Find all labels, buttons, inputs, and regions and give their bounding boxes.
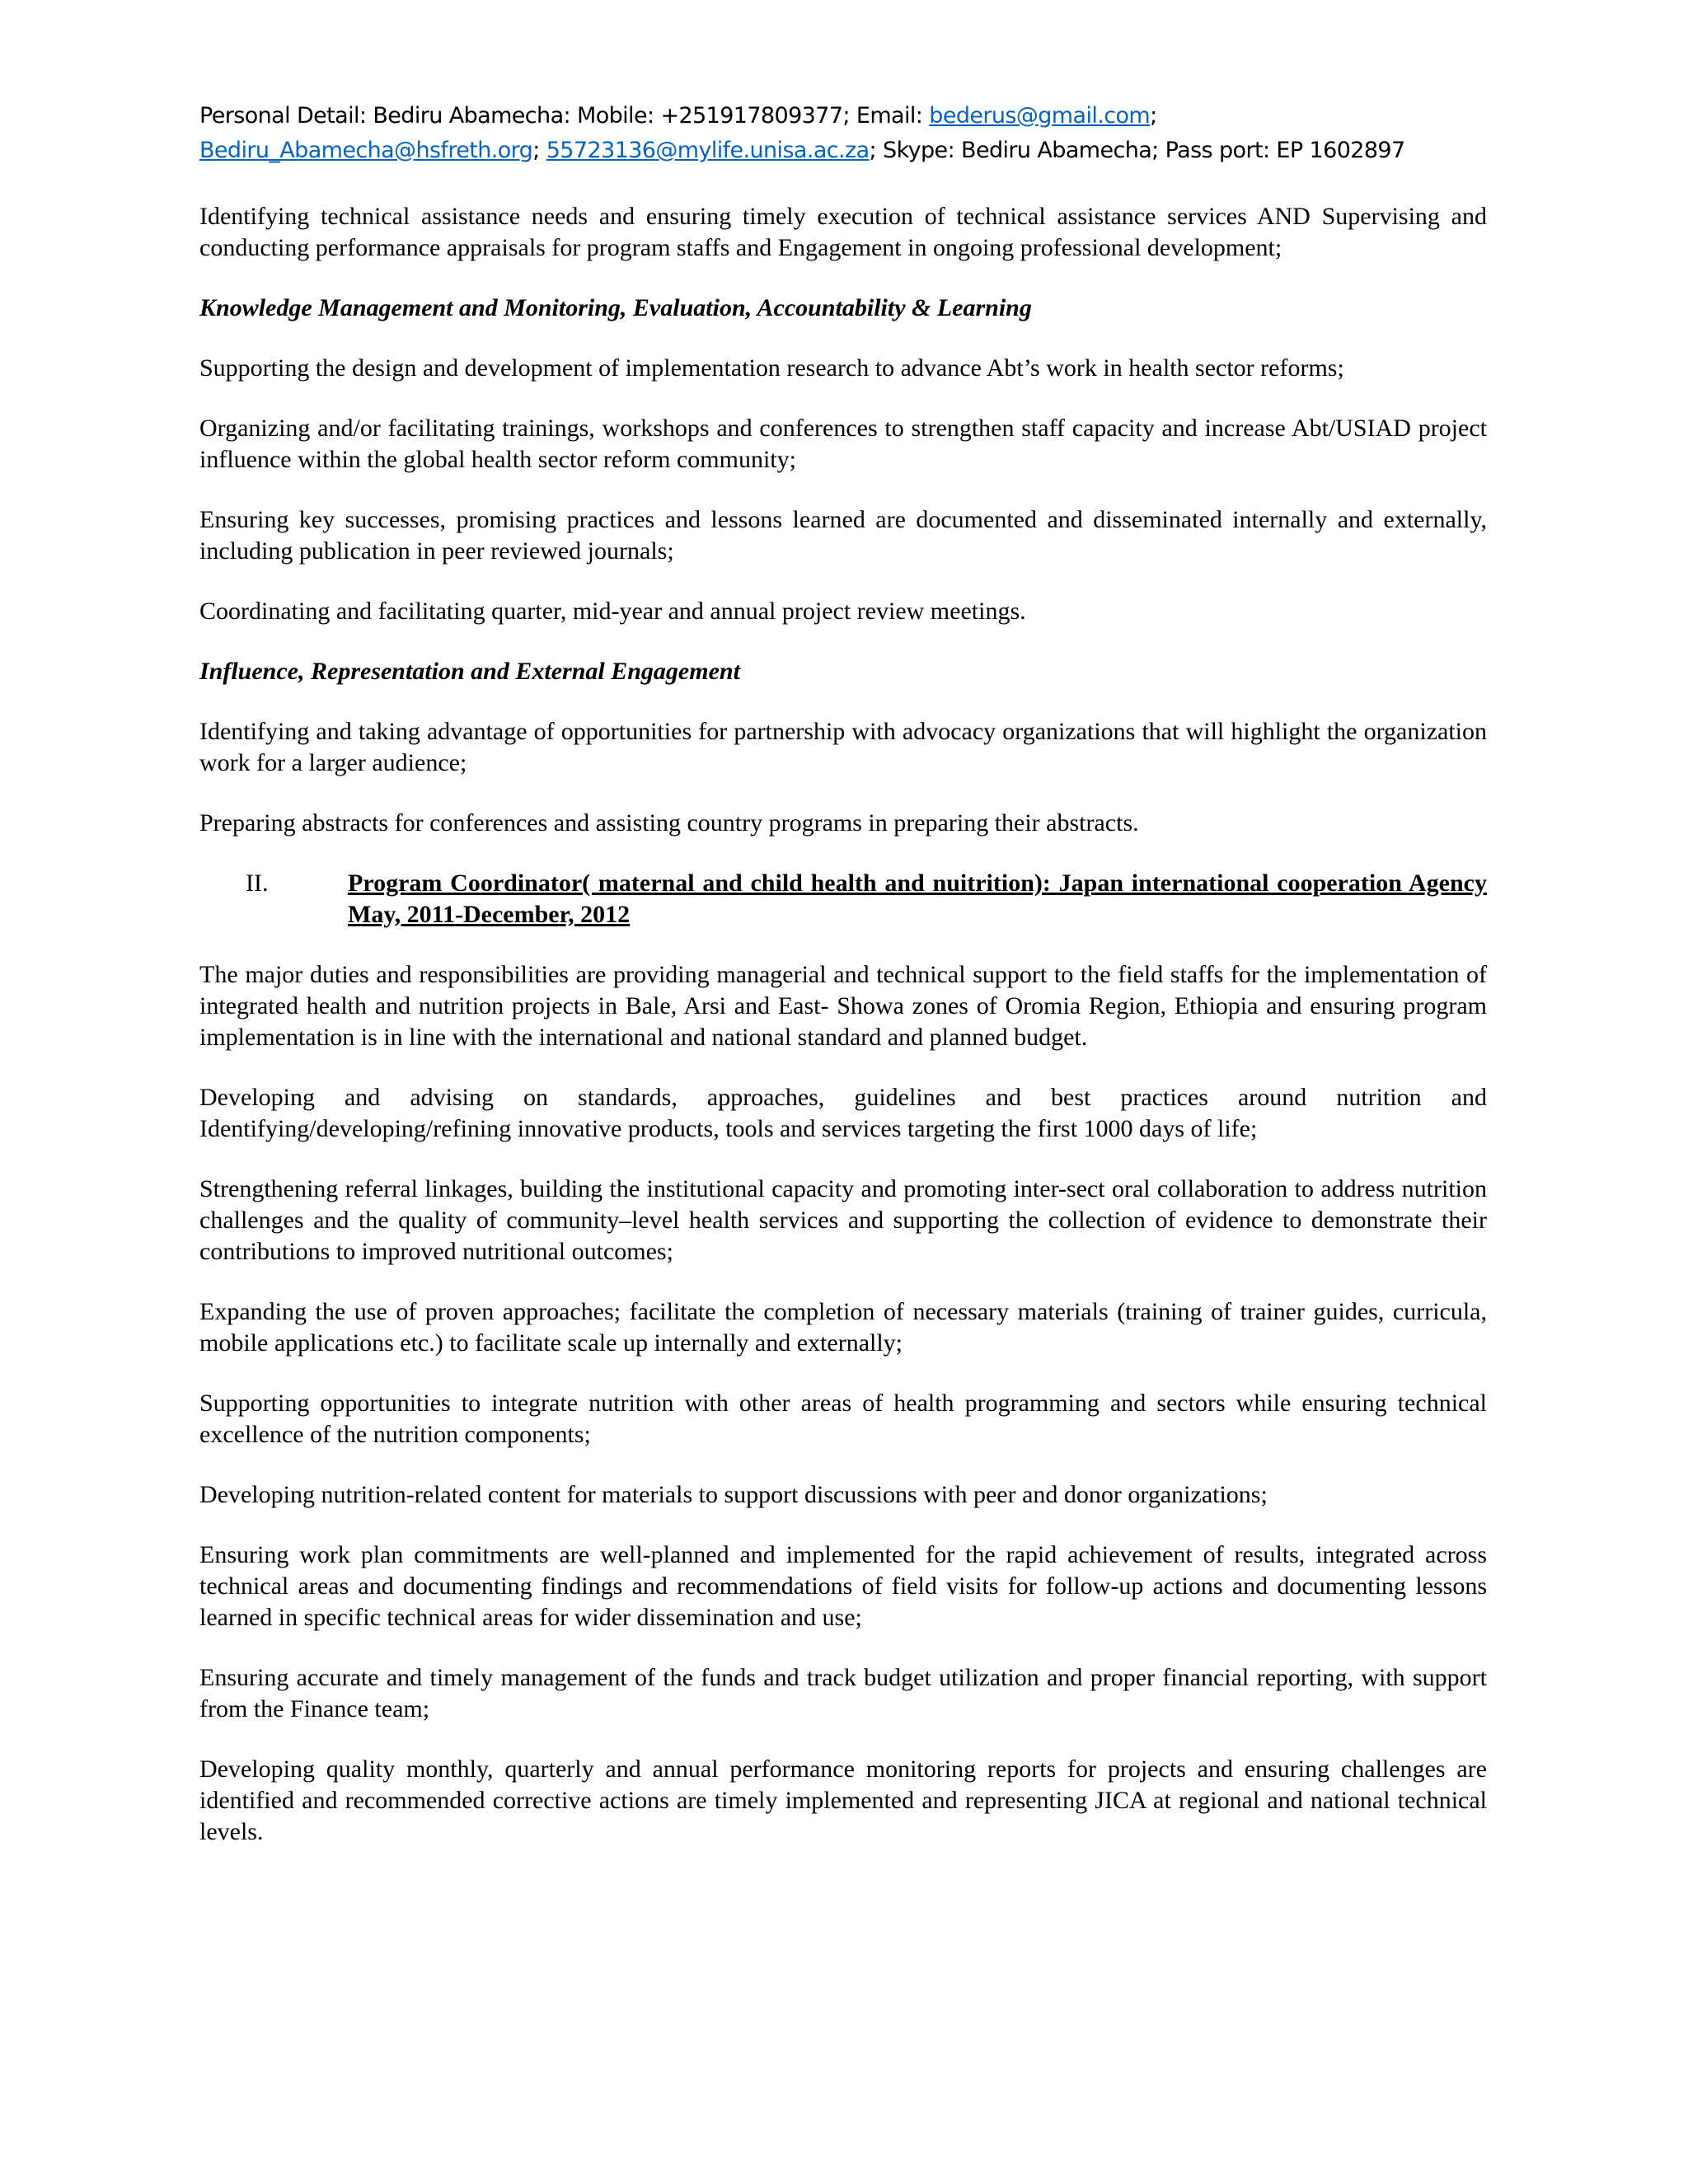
heading-knowledge-management: Knowledge Management and Monitoring, Evaluation, Accountability & Learning	[199, 294, 1032, 321]
header-contact-text: Personal Detail: Bediru Abamecha: Mobile: +251917809377; Email:	[199, 103, 930, 129]
paragraph-work-plan: Ensuring work plan commitments are well-planned and implemented for the rapid achievement of results, integrated across technical areas and documenting findings and recommendations of field visits for follow-up actions and documenting lessons learned in specific technical areas for wider dissemination and use;	[199, 1541, 1487, 1631]
paragraph-abstracts: Preparing abstracts for conferences and assisting country programs in preparing their abstracts.	[199, 809, 1139, 837]
section-heading-program-coordinator	[199, 868, 1487, 930]
heading-influence-representation: Influence, Representation and External Engagement	[199, 658, 740, 685]
paragraph-key-successes: Ensuring key successes, promising practices and lessons learned are documented and disseminated internally and externally, including publication in peer reviewed journals;	[199, 506, 1487, 565]
paragraph-standards: Developing and advising on standards, approaches, guidelines and best practices around nutrition and Identifying/developing/refining innovative products, tools and services targeting the first 1000 days of life;	[199, 1084, 1487, 1142]
personal-detail-header	[199, 99, 1502, 168]
email-link-gmail[interactable]: bederus@gmail.com	[929, 103, 1151, 129]
paragraph-proven-approaches: Expanding the use of proven approaches; facilitate the completion of necessary materials (training of trainer guides, curricula, mobile applications etc.) to facilitate scale up internally and externally;	[199, 1298, 1487, 1357]
header-separator: ;	[1150, 103, 1157, 129]
paragraph-review-meetings: Coordinating and facilitating quarter, mid-year and annual project review meetings.	[199, 598, 1026, 625]
email-link-unisa[interactable]: 55723136@mylife.unisa.ac.za	[546, 138, 870, 163]
paragraph-nutrition-content: Developing nutrition-related content for materials to support discussions with peer and donor organizations;	[199, 1481, 1268, 1508]
email-link-hsfreth[interactable]: Bediru_Abamecha@hsfreth.org	[199, 138, 533, 163]
paragraph-major-duties: The major duties and responsibilities are providing managerial and technical support to the field staffs for the implementation of integrated health and nutrition projects in Bale, Arsi and East- Showa zones of Oromia Region, Ethiopia and ensuring program implementation is in line with the international and national standard and planned budget.	[199, 961, 1487, 1051]
paragraph-referral-linkages: Strengthening referral linkages, building the institutional capacity and promoting inter-sect oral collaboration to address nutrition challenges and the quality of community–level health services and supporting the collection of evidence to demonstrate their contributions to improved nutritional outcomes;	[199, 1175, 1487, 1265]
section-number: II.	[246, 869, 269, 897]
paragraph-monitoring-reports: Developing quality monthly, quarterly and annual performance monitoring reports for projects and ensuring challenges are identified and recommended corrective actions are timely implemented and representing JICA at regional and national technical levels.	[199, 1755, 1487, 1845]
document-body	[199, 201, 1487, 1877]
header-line-2	[199, 134, 1502, 168]
paragraph-trainings: Organizing and/or facilitating trainings, workshops and conferences to strengthen staff capacity and increase Abt/USIAD project influence within the global health sector reform community;	[199, 415, 1487, 473]
paragraph-implementation-research: Supporting the design and development of implementation research to advance Abt’s work in health sector reforms;	[199, 354, 1344, 382]
section-title: Program Coordinator( maternal and child health and nuitrition): Japan international cooperation Agency May, 2011-December, 2012	[348, 869, 1487, 928]
header-skype-passport-text: ; Skype: Bediru Abamecha; Pass port: EP 1602897	[869, 138, 1405, 163]
paragraph-funds-management: Ensuring accurate and timely management of the funds and track budget utilization and proper financial reporting, with support from the Finance team;	[199, 1664, 1487, 1722]
header-separator: ;	[532, 138, 546, 163]
paragraph-partnership: Identifying and taking advantage of opportunities for partnership with advocacy organizations that will highlight the organization work for a larger audience;	[199, 718, 1487, 776]
header-line-1	[199, 99, 1502, 134]
paragraph-integrate-nutrition: Supporting opportunities to integrate nutrition with other areas of health programming and sectors while ensuring technical excellence of the nutrition components;	[199, 1390, 1487, 1448]
paragraph-technical-assistance: Identifying technical assistance needs and ensuring timely execution of technical assistance services AND Supervising and conducting performance appraisals for program staffs and Engagement in ongoing professional development;	[199, 203, 1487, 261]
